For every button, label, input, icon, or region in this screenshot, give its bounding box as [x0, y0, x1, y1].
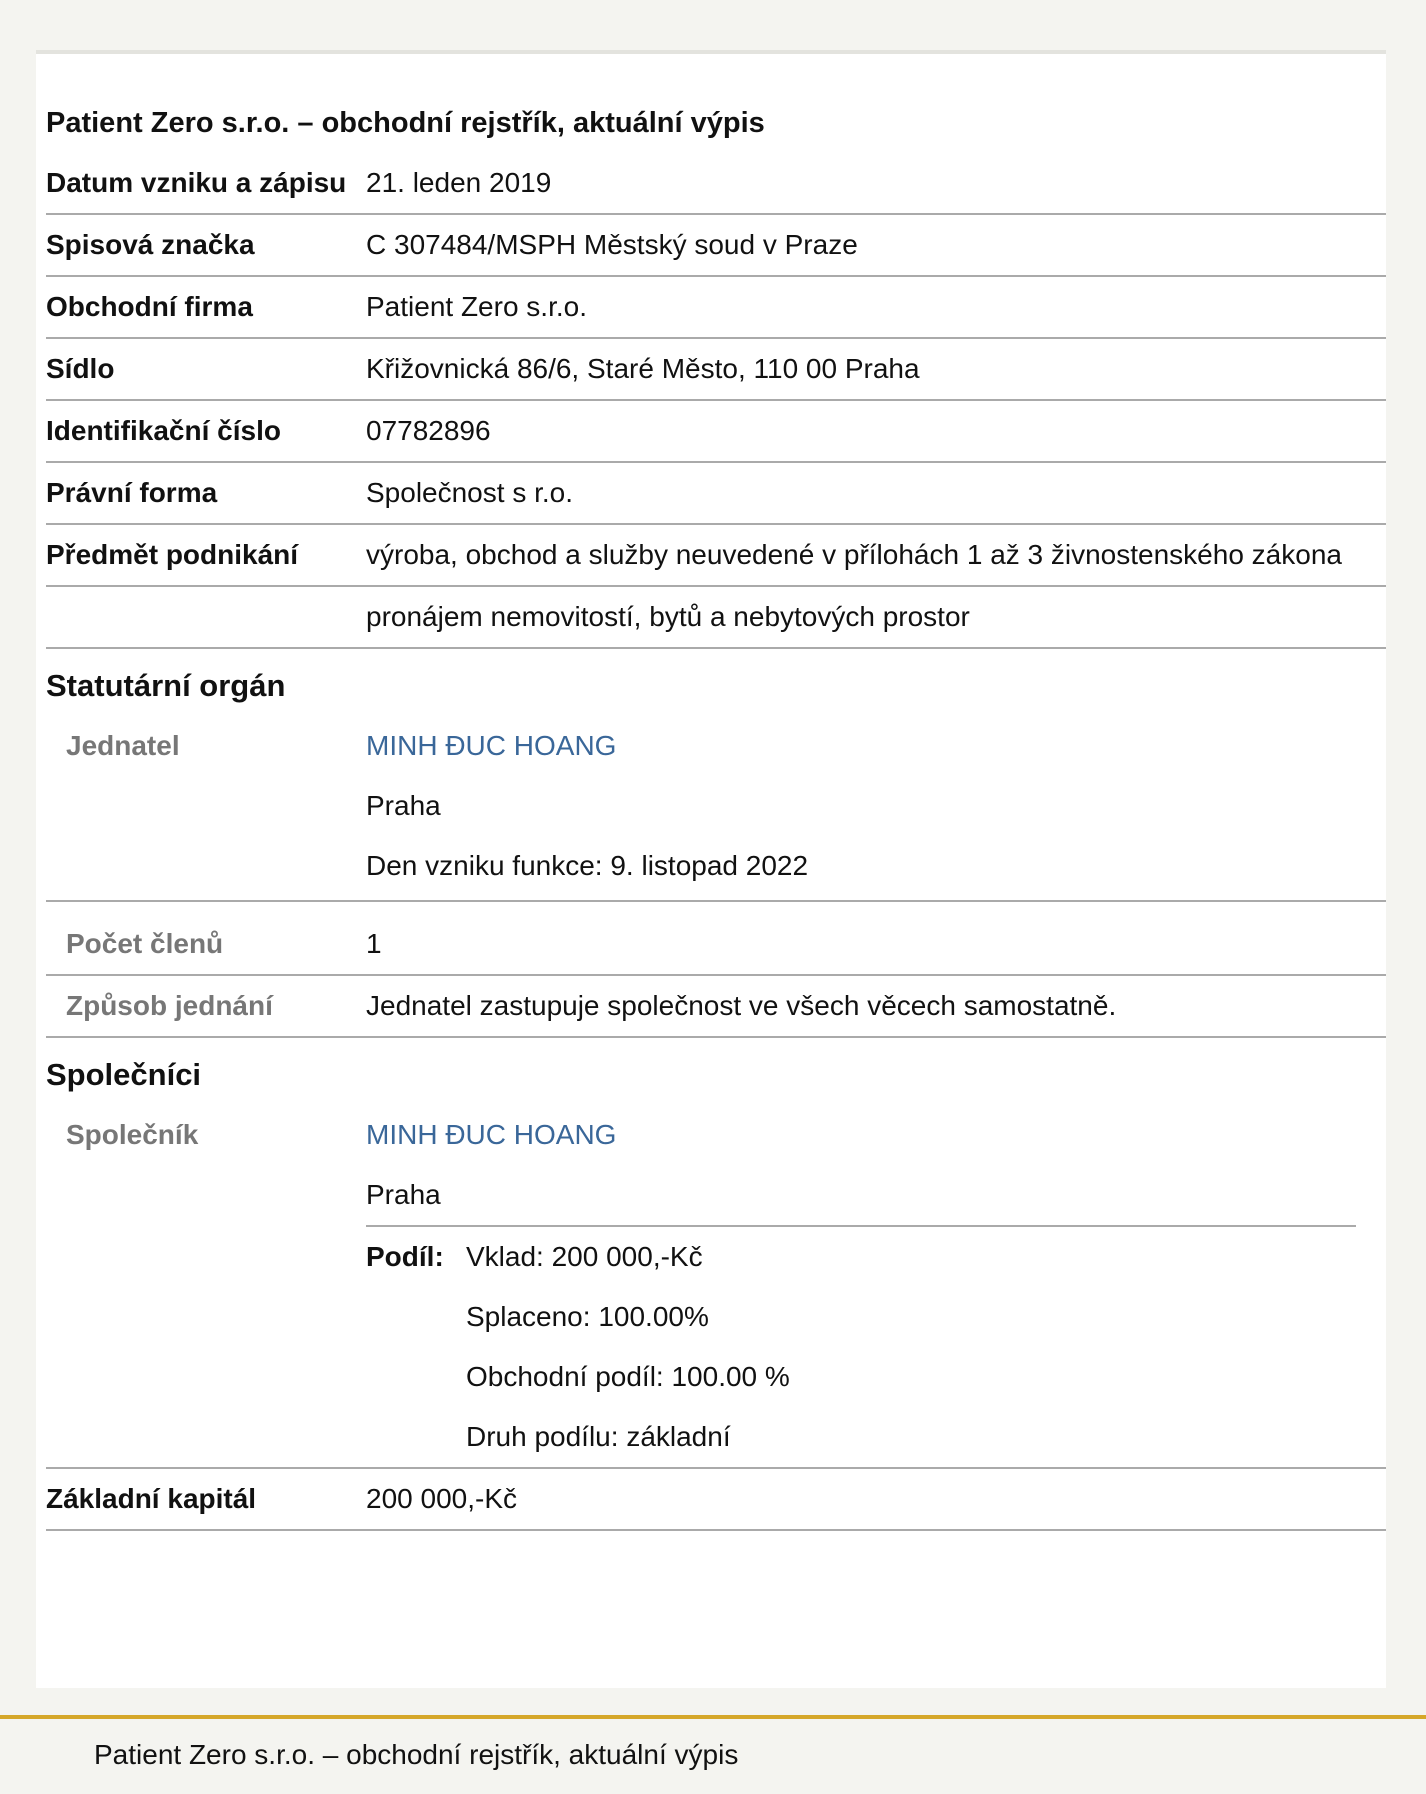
share-details [466, 1227, 790, 1467]
row-value: 1 [366, 928, 382, 959]
partner-details [366, 1105, 1386, 1467]
row-value: Jednatel zastupuje společnost ve všech věcech samostatně. [366, 990, 1117, 1021]
share-block [366, 1225, 1356, 1467]
row-label: Společník [66, 1119, 199, 1150]
row-predmet-podnikani [46, 525, 1386, 587]
jednatel-city: Praha [366, 790, 441, 821]
section-heading-partners: Společníci [46, 1057, 202, 1092]
share-line: Obchodní podíl: 100.00 % [466, 1361, 790, 1392]
row-value: Křižovnická 86/6, Staré Město, 110 00 Praha [366, 353, 920, 384]
row-value: pronájem nemovitostí, bytů a nebytových prostor [366, 601, 970, 632]
row-value: C 307484/MSPH Městský soud v Praze [366, 229, 858, 260]
row-jednatel [46, 716, 1386, 902]
row-label: Identifikační číslo [46, 415, 281, 446]
row-label: Právní forma [46, 477, 218, 508]
share-line: Druh podílu: základní [466, 1421, 731, 1452]
row-label: Spisová značka [46, 229, 255, 260]
row-label: Předmět podnikání [46, 539, 299, 570]
registry-card [36, 50, 1386, 1688]
row-label: Sídlo [46, 353, 115, 384]
row-value: 07782896 [366, 415, 491, 446]
share-label: Podíl: [366, 1241, 444, 1272]
row-sidlo [46, 339, 1386, 401]
row-label: Počet členů [66, 928, 224, 959]
page-footer [0, 1715, 1426, 1794]
row-label: Datum vzniku a zápisu [46, 167, 347, 198]
row-value: výroba, obchod a služby neuvedené v přílohách 1 až 3 živnostenského zákona [366, 539, 1342, 570]
row-zakladni-kapital [46, 1469, 1386, 1531]
row-label: Jednatel [66, 730, 180, 761]
footer-title: Patient Zero s.r.o. – obchodní rejstřík, aktuální výpis [94, 1739, 739, 1770]
row-pocet-clenu [46, 902, 1386, 976]
jednatel-since: Den vzniku funkce: 9. listopad 2022 [366, 850, 809, 881]
jednatel-details [366, 716, 1386, 900]
row-pravni-forma [46, 463, 1386, 525]
section-heading-statutory: Statutární orgán [46, 668, 286, 703]
partner-city: Praha [366, 1179, 441, 1210]
page-title: Patient Zero s.r.o. – obchodní rejstřík, aktuální výpis [46, 107, 765, 139]
partner-name-link[interactable]: MINH ĐUC HOANG [366, 1119, 617, 1150]
row-label: Způsob jednání [66, 990, 273, 1021]
row-zpusob-jednani [46, 976, 1386, 1038]
row-value: 21. leden 2019 [366, 167, 552, 198]
row-datum-vzniku [46, 153, 1386, 215]
row-label: Základní kapitál [46, 1483, 257, 1514]
row-ico [46, 401, 1386, 463]
share-line: Vklad: 200 000,-Kč [466, 1241, 703, 1272]
row-label: Obchodní firma [46, 291, 253, 322]
row-spisova-znacka [46, 215, 1386, 277]
row-spolecnik [46, 1105, 1386, 1469]
row-predmet-podnikani-2 [46, 587, 1386, 649]
row-value: Společnost s r.o. [366, 477, 574, 508]
registry-content [46, 54, 1386, 1531]
row-value: 200 000,-Kč [366, 1483, 517, 1514]
row-value: Patient Zero s.r.o. [366, 291, 587, 322]
jednatel-name-link[interactable]: MINH ĐUC HOANG [366, 730, 617, 761]
row-label [46, 587, 366, 647]
share-line: Splaceno: 100.00% [466, 1301, 709, 1332]
row-obchodni-firma [46, 277, 1386, 339]
